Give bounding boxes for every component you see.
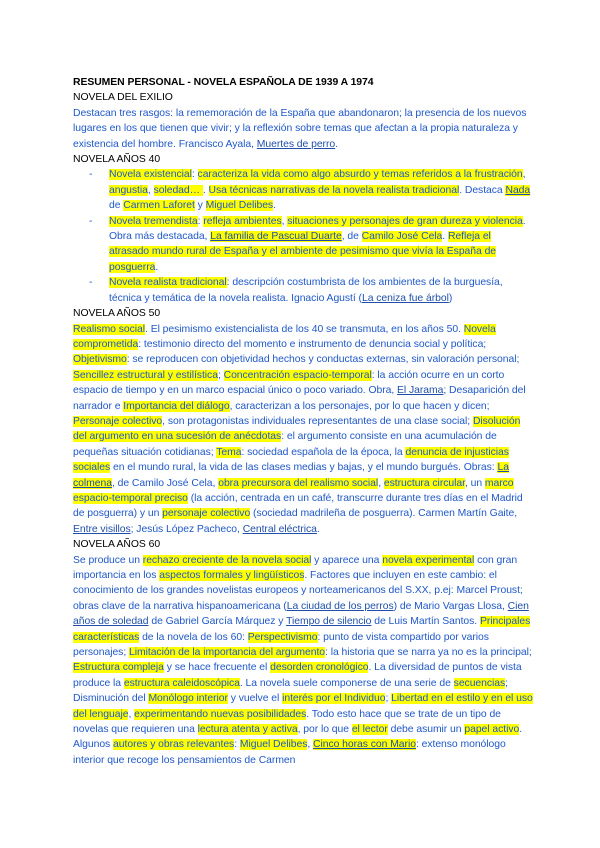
text-run: . Todo esto hace que se trate de un tipo de novelas que requieren una <box>73 708 501 736</box>
highlighted-text: Limitación de la importancia del argumento <box>129 647 326 659</box>
text-run: : el argumento consiste en una acumulación de pequeñas situación cotidianas; <box>73 431 497 458</box>
text-run: . Factores que incluyen en este cambio: el conocimiento de los grandes novelistas europeos y norteamericanos del S.XX, p.ej: Marcel Proust; obras clave de la narrativa hispanoamericana ( <box>73 570 523 612</box>
highlighted-text: Novela tremendista <box>109 215 198 227</box>
text-run: : extenso monólogo interior que recoge los pensamientos de Carmen <box>73 739 506 766</box>
text-run: (sociedad madrileña de posguerra). Carmen Martín Gaite, <box>250 508 518 520</box>
highlighted-text: Sencillez estructural y estilística <box>73 369 218 381</box>
text-run: , de <box>341 231 362 243</box>
document-page <box>73 75 533 768</box>
highlighted-text: rechazo creciente de la novela social <box>142 554 312 566</box>
highlighted-text: Miguel Delibes <box>239 739 308 751</box>
highlighted-text: Principales características <box>73 616 531 643</box>
highlighted-text: Novela existencial <box>109 169 192 181</box>
text-run: ; Disminución del <box>73 677 508 705</box>
highlighted-text: secuencias <box>453 677 506 689</box>
text-run: . <box>442 231 448 243</box>
list-item-novela-existencial <box>73 167 533 213</box>
document-title: RESUMEN PERSONAL - NOVELA ESPAÑOLA DE 1939 A 1974 <box>73 77 374 88</box>
highlighted-text: Carmen Laforet <box>123 200 195 212</box>
book-title-link[interactable]: La familia de Pascual Duarte <box>210 231 342 243</box>
list-item-text <box>109 216 526 273</box>
list-item-text <box>109 169 530 211</box>
text-run: , <box>147 184 154 196</box>
book-title-link[interactable]: Central eléctrica <box>242 523 317 535</box>
highlighted-text: Realismo social <box>73 323 146 335</box>
section-heading-exilio: NOVELA DEL EXILIO <box>73 92 173 104</box>
book-title-link[interactable]: Tiempo de silencio <box>286 616 372 628</box>
book-title-link[interactable]: Cien años de soledad <box>73 600 529 628</box>
section-body-exilio <box>73 106 533 152</box>
text-run: : la historia que se narra ya no es la principal; <box>325 647 532 659</box>
text-run: en el mundo rural, la vida de las clases medias y bajas, y el mundo burgués. Obras: <box>110 462 498 474</box>
text-run: (la acción, centrada en un café, transcurre durante tres días en el Madrid de posguerra) y un <box>73 492 523 520</box>
text-run: , de Camilo José Cela, <box>111 477 219 489</box>
highlighted-text: Perspectivismo <box>247 631 318 643</box>
highlighted-text: Miguel Delibes <box>205 200 274 212</box>
text-run: , son protagonistas individuales representantes de una clase social; <box>162 415 473 427</box>
highlighted-text: Personaje colectivo <box>73 415 163 427</box>
text-run: , <box>378 477 384 489</box>
highlighted-text: interés por el Individuo <box>282 693 386 705</box>
highlighted-text: novela experimental <box>382 554 475 566</box>
highlighted-text: Usa técnicas narrativas de la novela realista tradicional <box>208 184 460 196</box>
list-dash-marker: - <box>89 169 93 181</box>
text-run: : <box>191 169 198 181</box>
text-run: Se produce un <box>73 554 143 566</box>
text-run: ; Jesús López Pacheco, <box>130 523 243 535</box>
highlighted-text: Tema <box>216 446 242 458</box>
highlighted-text: angustia <box>109 184 148 196</box>
text-run: : <box>234 739 240 751</box>
text-run: y aparece una <box>311 554 383 566</box>
text-run: y vuelve el <box>227 693 283 705</box>
list-dash-marker: - <box>89 215 93 227</box>
text-run: , <box>522 169 526 181</box>
highlighted-text: Objetivismo <box>73 354 127 366</box>
book-title-link[interactable]: El Jarama <box>397 385 444 397</box>
text-run: Destacan tres rasgos: la rememoración de la España que abandonaron; la presencia de los nuevos lugares en los que tienen que vivir; y la reflexión sobre temas que afectan a la propia naturaleza y existencia del hombre. Francisco Ayala, <box>73 107 527 150</box>
highlighted-text: Libertad en el estilo y en el uso del lenguaje <box>73 693 533 720</box>
highlighted-text: Monólogo interior <box>148 693 228 705</box>
highlighted-text: estructura circular <box>383 477 465 489</box>
section-heading-anos-40: NOVELA AÑOS 40 <box>73 154 161 166</box>
section-body-anos-60 <box>73 553 533 769</box>
book-title-link[interactable]: La colmena <box>73 462 509 489</box>
book-title-link[interactable]: Entre visillos <box>73 523 131 535</box>
text-run: , un <box>464 477 485 489</box>
highlighted-text: Disolución del argumento en una sucesión de anécdotas <box>73 415 521 443</box>
highlighted-text: caracteriza la vida como algo absurdo y temas referidos a la frustración <box>197 169 523 181</box>
highlighted-text: desorden cronológico <box>270 662 369 674</box>
highlighted-text: aspectos formales y lingüísticos <box>159 570 305 581</box>
text-run: de <box>109 200 124 212</box>
book-title-link[interactable]: Cinco horas con Mario <box>313 739 416 751</box>
text-run: de la novela de los 60: <box>139 631 248 643</box>
text-run: . La diversidad de puntos de vista produce la <box>73 662 522 689</box>
text-run: : punto de vista compartido por varios personajes; <box>73 631 489 659</box>
text-run: , <box>307 739 314 751</box>
text-run: : sociedad española de la época, la <box>241 446 406 458</box>
highlighted-text: Camilo José Cela <box>361 231 443 243</box>
highlighted-text: autores y obras relevantes <box>113 739 235 751</box>
text-run: , <box>281 215 288 227</box>
list-item-text <box>109 277 503 303</box>
text-run: : se reproducen con objetividad hechos y conductas externas, sin valoración personal; <box>126 354 520 366</box>
highlighted-text: lectura atenta y activa <box>197 724 298 736</box>
text-run: y se hace frecuente el <box>163 662 271 674</box>
section-heading-anos-50: NOVELA AÑOS 50 <box>73 308 161 320</box>
text-run: . La novela suele componerse de una serie de <box>239 677 454 689</box>
highlighted-text: denuncia de injusticias sociales <box>73 446 509 474</box>
book-title-link[interactable]: Muertes de perro <box>256 138 336 150</box>
text-run: : <box>197 215 204 227</box>
section-heading-anos-60: NOVELA AÑOS 60 <box>73 539 161 551</box>
highlighted-text: Refleja el atrasado mundo rural de España y el ambiente de pesimismo que vivía la España de posguerra <box>109 231 497 273</box>
text-run: , caracterizan a los personajes, por lo que hacen y dicen; <box>229 400 490 412</box>
highlighted-text: papel activo <box>464 724 520 736</box>
highlighted-text: Novela comprometida <box>73 323 496 350</box>
highlighted-text: personaje colectivo <box>162 508 251 520</box>
text-run: de Luis Martín Santos. <box>371 616 480 628</box>
text-run: , por lo que <box>297 724 352 736</box>
book-title-link[interactable]: La ceniza fue árbol <box>361 292 449 304</box>
text-run: . <box>273 200 276 212</box>
list-dash-marker: - <box>89 277 93 289</box>
text-run: . Obra más destacada, <box>109 215 526 243</box>
text-run: y <box>194 200 206 212</box>
text-run: . <box>202 184 209 196</box>
highlighted-text: el lector <box>351 724 388 736</box>
section-body-anos-50 <box>73 322 533 538</box>
highlighted-text: estructura caleidoscópica <box>123 677 240 689</box>
text-run: ; <box>217 369 224 381</box>
book-title-link[interactable]: Nada <box>505 184 531 196</box>
highlighted-text: obra precursora del realismo social <box>218 477 379 489</box>
highlighted-text: experimentando nuevas posibilidades <box>134 708 307 720</box>
text-run: ; Desaparición del narrador e <box>73 385 526 412</box>
text-run: : testimonio directo del momento e instrumento de denuncia social y política; <box>138 338 487 350</box>
text-run: ; <box>385 693 392 705</box>
text-run: debe asumir un <box>387 724 465 736</box>
text-run: de Gabriel García Márquez y <box>148 616 287 628</box>
list-item-novela-realista-tradicional <box>73 275 533 306</box>
text-run: : descripción costumbrista de los ambientes de la burguesía, técnica y temática de la novela realista. Ignacio Agustí ( <box>109 277 503 304</box>
anos-40-list <box>73 167 533 306</box>
text-run: . El pesimismo existencialista de los 40 se transmuta, en los años 50. <box>145 323 464 335</box>
highlighted-text: Novela realista tradicional <box>109 277 227 289</box>
text-run: , <box>128 708 135 720</box>
text-run: . Destaca <box>459 184 506 196</box>
text-run: . <box>335 138 338 150</box>
highlighted-text: situaciones y personajes de gran dureza y violencia <box>287 215 523 227</box>
book-title-link[interactable]: La ciudad de los perros <box>286 600 394 612</box>
highlighted-text: refleja ambientes <box>203 215 282 227</box>
text-run: ) de Mario Vargas Llosa, <box>393 600 508 612</box>
highlighted-text: soledad… <box>153 184 203 196</box>
text-run: ) <box>448 292 453 304</box>
highlighted-text: Estructura compleja <box>73 662 164 674</box>
highlighted-text: Concentración espacio-temporal <box>223 369 372 381</box>
text-run: con gran importancia en los <box>73 554 518 581</box>
text-run: . <box>155 261 159 273</box>
list-item-novela-tremendista <box>73 214 533 276</box>
highlighted-text: marco espacio-temporal preciso <box>73 477 514 504</box>
text-run: : la acción ocurre en un corto espacio de tiempo y en un marco espacial único o poco variado. Obra, <box>73 369 505 397</box>
text-run: . <box>316 523 320 535</box>
text-run: . Algunos <box>73 724 523 751</box>
highlighted-text: Importancia del diálogo <box>123 400 230 412</box>
